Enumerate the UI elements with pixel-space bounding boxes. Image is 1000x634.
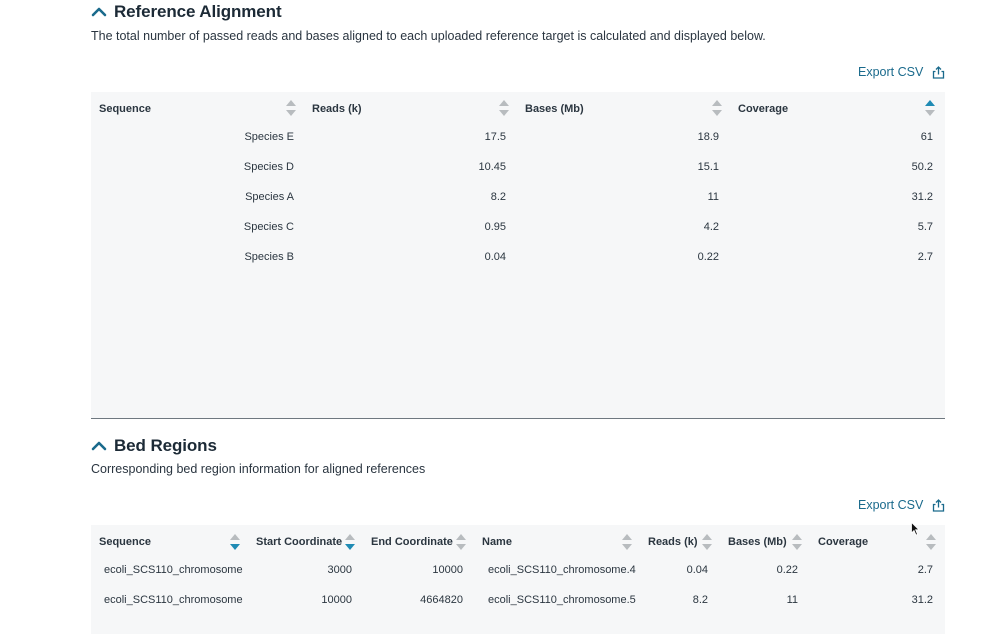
sort-arrows-icon[interactable] <box>286 100 296 116</box>
cell-sequence: Species E <box>244 131 294 143</box>
cell-name: ecoli_SCS110_chromosome.4 <box>488 564 636 576</box>
col-end-coordinate[interactable]: End Coordinate <box>371 536 453 548</box>
col-sequence[interactable]: Sequence <box>99 536 151 548</box>
cell-bases: 11 <box>707 191 719 203</box>
sort-arrows-icon[interactable] <box>456 534 466 550</box>
share-upload-icon <box>932 66 945 79</box>
cell-start: 10000 <box>321 594 352 606</box>
cell-sequence: ecoli_SCS110_chromosome <box>104 564 243 576</box>
cell-end: 4664820 <box>420 594 463 606</box>
mouse-cursor-icon <box>911 522 920 536</box>
cell-bases: 15.1 <box>697 161 719 173</box>
cell-bases: 0.22 <box>697 251 719 263</box>
export-csv-label: Export CSV <box>858 498 924 512</box>
col-bases[interactable]: Bases (Mb) <box>525 103 584 115</box>
sort-arrows-icon[interactable] <box>622 534 632 550</box>
sort-arrows-icon[interactable] <box>712 100 722 116</box>
reference-alignment-header[interactable] <box>91 2 282 22</box>
bed-regions-table <box>91 525 945 634</box>
cell-coverage: 31.2 <box>911 191 933 203</box>
cell-start: 3000 <box>327 564 352 576</box>
bed-regions-header[interactable] <box>91 436 217 456</box>
cell-name: ecoli_SCS110_chromosome.5 <box>488 594 636 606</box>
cell-reads: 10.45 <box>478 161 506 173</box>
reference-export-csv-button[interactable] <box>858 65 945 79</box>
sort-arrows-icon[interactable] <box>792 534 802 550</box>
cell-reads: 8.2 <box>490 191 506 203</box>
cell-sequence: Species B <box>244 251 294 263</box>
sort-desc-active-icon[interactable] <box>230 534 240 550</box>
cell-coverage: 31.2 <box>911 594 933 606</box>
cell-end: 10000 <box>432 564 463 576</box>
sort-asc-active-icon[interactable] <box>925 100 935 116</box>
col-coverage[interactable]: Coverage <box>738 103 789 115</box>
cell-sequence: Species C <box>243 221 294 233</box>
export-csv-label: Export CSV <box>858 65 924 79</box>
col-sequence[interactable]: Sequence <box>99 103 151 115</box>
cell-bases: 18.9 <box>697 131 719 143</box>
bed-regions-description: Corresponding bed region information for aligned references <box>91 462 426 476</box>
sort-desc-active-icon[interactable] <box>345 534 355 550</box>
cell-reads: 0.04 <box>686 564 708 576</box>
sort-arrows-icon[interactable] <box>926 534 936 550</box>
cell-reads: 0.95 <box>484 221 506 233</box>
cell-bases: 11 <box>786 594 798 606</box>
sort-arrows-icon[interactable] <box>702 534 712 550</box>
cell-reads: 8.2 <box>692 594 708 606</box>
col-name[interactable]: Name <box>482 536 512 548</box>
table-bottom-border <box>91 418 945 419</box>
cell-reads: 0.04 <box>484 251 506 263</box>
cell-coverage: 2.7 <box>917 251 933 263</box>
cell-sequence: Species D <box>243 161 294 173</box>
cell-coverage: 61 <box>920 131 933 143</box>
col-reads[interactable]: Reads (k) <box>312 103 362 115</box>
cell-reads: 17.5 <box>484 131 506 143</box>
bed-regions-title: Bed Regions <box>114 436 217 455</box>
bed-table-header <box>91 525 945 559</box>
reference-alignment-table <box>91 92 945 419</box>
cell-sequence: ecoli_SCS110_chromosome <box>104 594 243 606</box>
sort-arrows-icon[interactable] <box>499 100 509 116</box>
cell-bases: 0.22 <box>776 564 798 576</box>
col-reads[interactable]: Reads (k) <box>648 536 698 548</box>
cell-coverage: 5.7 <box>917 221 933 233</box>
col-start-coordinate[interactable]: Start Coordinate <box>256 536 343 548</box>
cell-coverage: 50.2 <box>911 161 933 173</box>
cell-bases: 4.2 <box>703 221 719 233</box>
col-coverage[interactable]: Coverage <box>818 536 869 548</box>
reference-table-header <box>91 92 945 126</box>
chevron-up-icon[interactable] <box>91 440 107 452</box>
cell-sequence: Species A <box>245 191 294 203</box>
chevron-up-icon[interactable] <box>91 6 107 18</box>
share-upload-icon <box>932 499 945 512</box>
reference-alignment-title: Reference Alignment <box>114 2 282 21</box>
bed-export-csv-button[interactable] <box>858 498 945 512</box>
col-bases[interactable]: Bases (Mb) <box>728 536 787 548</box>
reference-alignment-description: The total number of passed reads and bases aligned to each uploaded reference target is calculated and displayed below. <box>91 29 766 43</box>
cell-coverage: 2.7 <box>917 564 933 576</box>
